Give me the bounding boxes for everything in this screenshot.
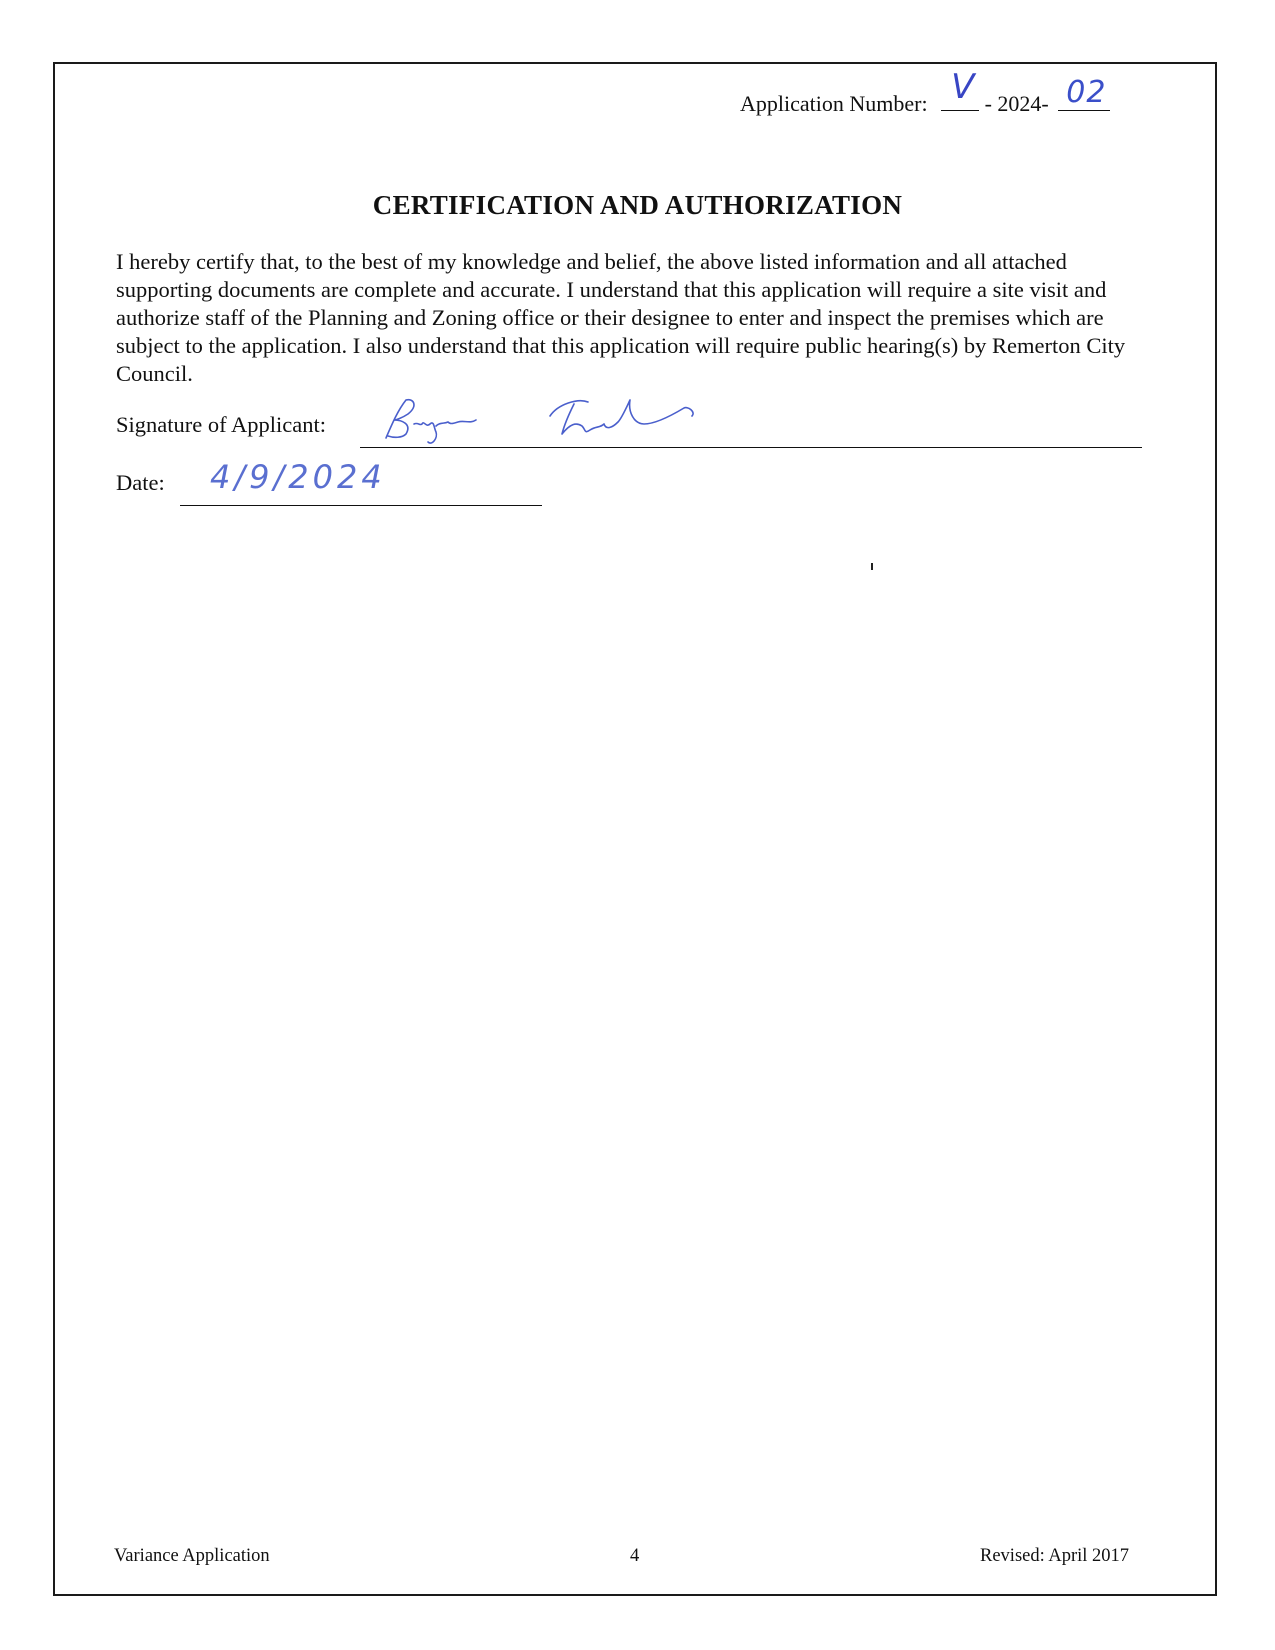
application-number-suffix: 02 <box>1066 75 1107 110</box>
date-line <box>180 505 542 506</box>
page-title: CERTIFICATION AND AUTHORIZATION <box>372 190 903 220</box>
signature-label: Signature of Applicant: <box>116 412 326 437</box>
application-number-suffix-field <box>1058 75 1110 111</box>
stray-mark <box>871 563 873 570</box>
application-number <box>740 67 1110 119</box>
application-number-prefix-field <box>941 67 979 111</box>
page-number: 4 <box>630 1546 640 1566</box>
date-value: 4/9/2024 <box>210 458 386 496</box>
application-number-prefix: V <box>951 67 975 107</box>
certification-text: I hereby certify that, to the best of my knowledge and belief, the above listed information and all attached supporting documents are complete and accurate. I understand that this application will require a site visit and authorize staff of the Planning and Zoning office or their designee to enter and inspect the premises which are subject to the application. I also understand that this application will require public hearing(s) by Remerton City Council. <box>116 249 1126 386</box>
applicant-signature <box>378 394 738 454</box>
application-number-label: Application Number: <box>740 91 928 116</box>
footer-right: Revised: April 2017 <box>980 1546 1130 1566</box>
application-number-year: - 2024- <box>984 91 1049 116</box>
date-label: Date: <box>116 470 165 495</box>
footer-left: Variance Application <box>114 1546 270 1566</box>
